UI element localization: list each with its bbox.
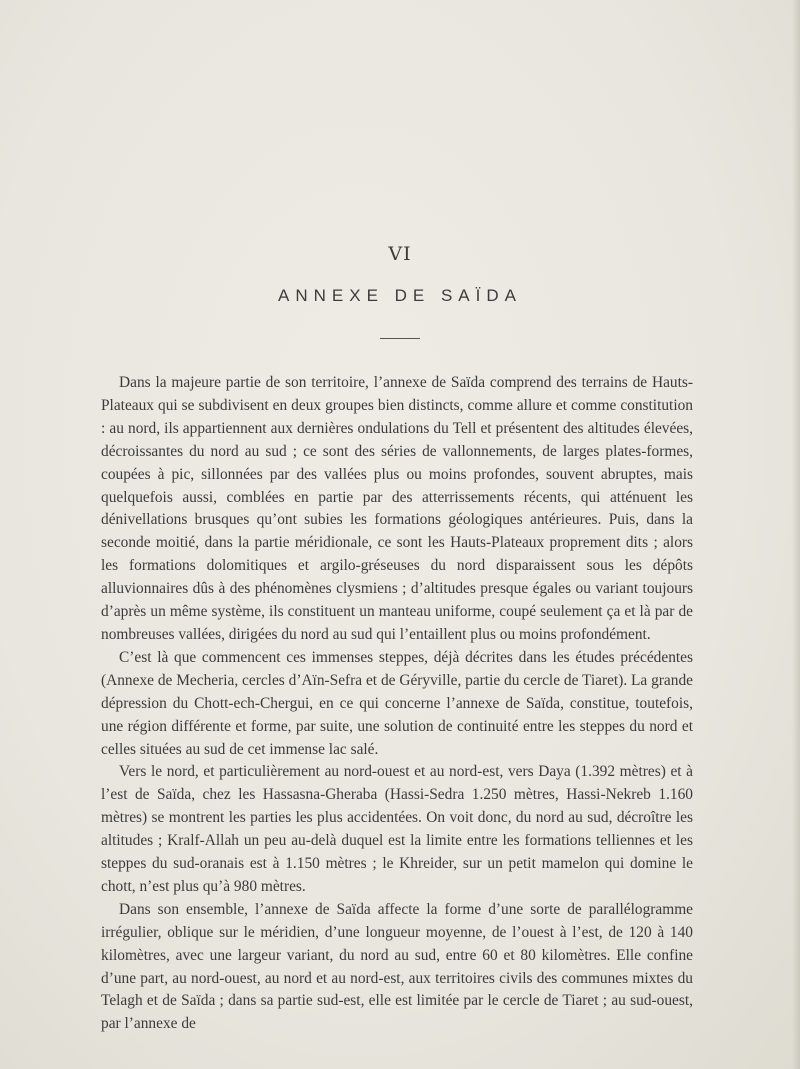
paragraph: C’est là que commencent ces immenses steppes, déjà décrites dans les études précédentes (Annexe de Mecheria, cercles d’Aïn-Sefra et de Géryville, partie du cercle de Tiaret). La grande dépression du Chott-ech-Chergui, en ce qui concerne l’annexe de Saïda, constitue, toutefois, une région différente et forme, par suite, une solution de continuité entre les steppes du nord et celles situées au sud de cet immense lac salé.: [101, 648, 693, 758]
paragraph: Vers le nord, et particulièrement au nord-ouest et au nord-est, vers Daya (1.392 mètres) et à l’est de Saïda, chez les Hassasna-Gheraba (Hassi-Sedra 1.250 mètres, Hassi-Nekreb 1.160 mètres) se montrent les parties les plus accidentées. On voit donc, du nord au sud, décroître les altitudes ; Kralf-Allah un peu au-delà duquel est la limite entre les formations telliennes et les steppes du sud-oranais est à 1.150 mètres ; le Khreider, sur un petit mamelon qui domine le chott, n’est plus qu’à 980 mètres.: [101, 763, 693, 895]
page-edge-shadow: [792, 0, 800, 1069]
paragraph: Dans la majeure partie de son territoire, l’annexe de Saïda comprend des terrains de Hauts-Plateaux qui se subdivisent en deux groupes bien distincts, comme allure et comme constitution : au nord, ils appartiennent aux dernières ondulations du Tell et présentent des altitudes élevées, décroissantes du nord au sud ; ce sont des séries de vallonnements, de larges plates-formes, coupées à pic, sillonnées par des vallées plus ou moins profondes, souvent abruptes, mais quelquefois aussi, comblées en partie par des atterrissements récents, qui atténuent les dénivellations brusques qu’ont subies les formations géologiques antérieures. Puis, dans la seconde moitié, dans la partie méridionale, ce sont les Hauts-Plateaux proprement dits ; alors les formations dolomitiques et argilo-gréseuses du nord disparaissent sous les dépôts alluvionnaires dûs à des phénomènes clysmiens ; d’altitudes presque égales ou variant toujours d’après un même système, ils constituent un manteau uniforme, coupé seulement ça et là par de nombreuses vallées, dirigées du nord au sud qui l’entaillent plus ou moins profondément.: [101, 374, 693, 643]
title-divider: [380, 338, 420, 339]
paragraph: Dans son ensemble, l’annexe de Saïda affecte la forme d’une sorte de parallélogramme irrégulier, oblique sur le méridien, d’une longueur moyenne, de l’ouest à l’est, de 120 à 140 kilomètres, avec une largeur variant, du nord au sud, entre 60 et 80 kilomètres. Elle confine d’une part, au nord-ouest, au nord et au nord-est, aux territoires civils des communes mixtes du Telagh et de Saïda ; dans sa partie sud-est, elle est limitée par le cercle de Tiaret ; au sud-ouest, par l’annexe de: [101, 900, 693, 1033]
body-text: [101, 372, 693, 1036]
chapter-title: ANNEXE DE SAÏDA: [278, 286, 522, 305]
chapter-number: VI: [388, 243, 412, 265]
